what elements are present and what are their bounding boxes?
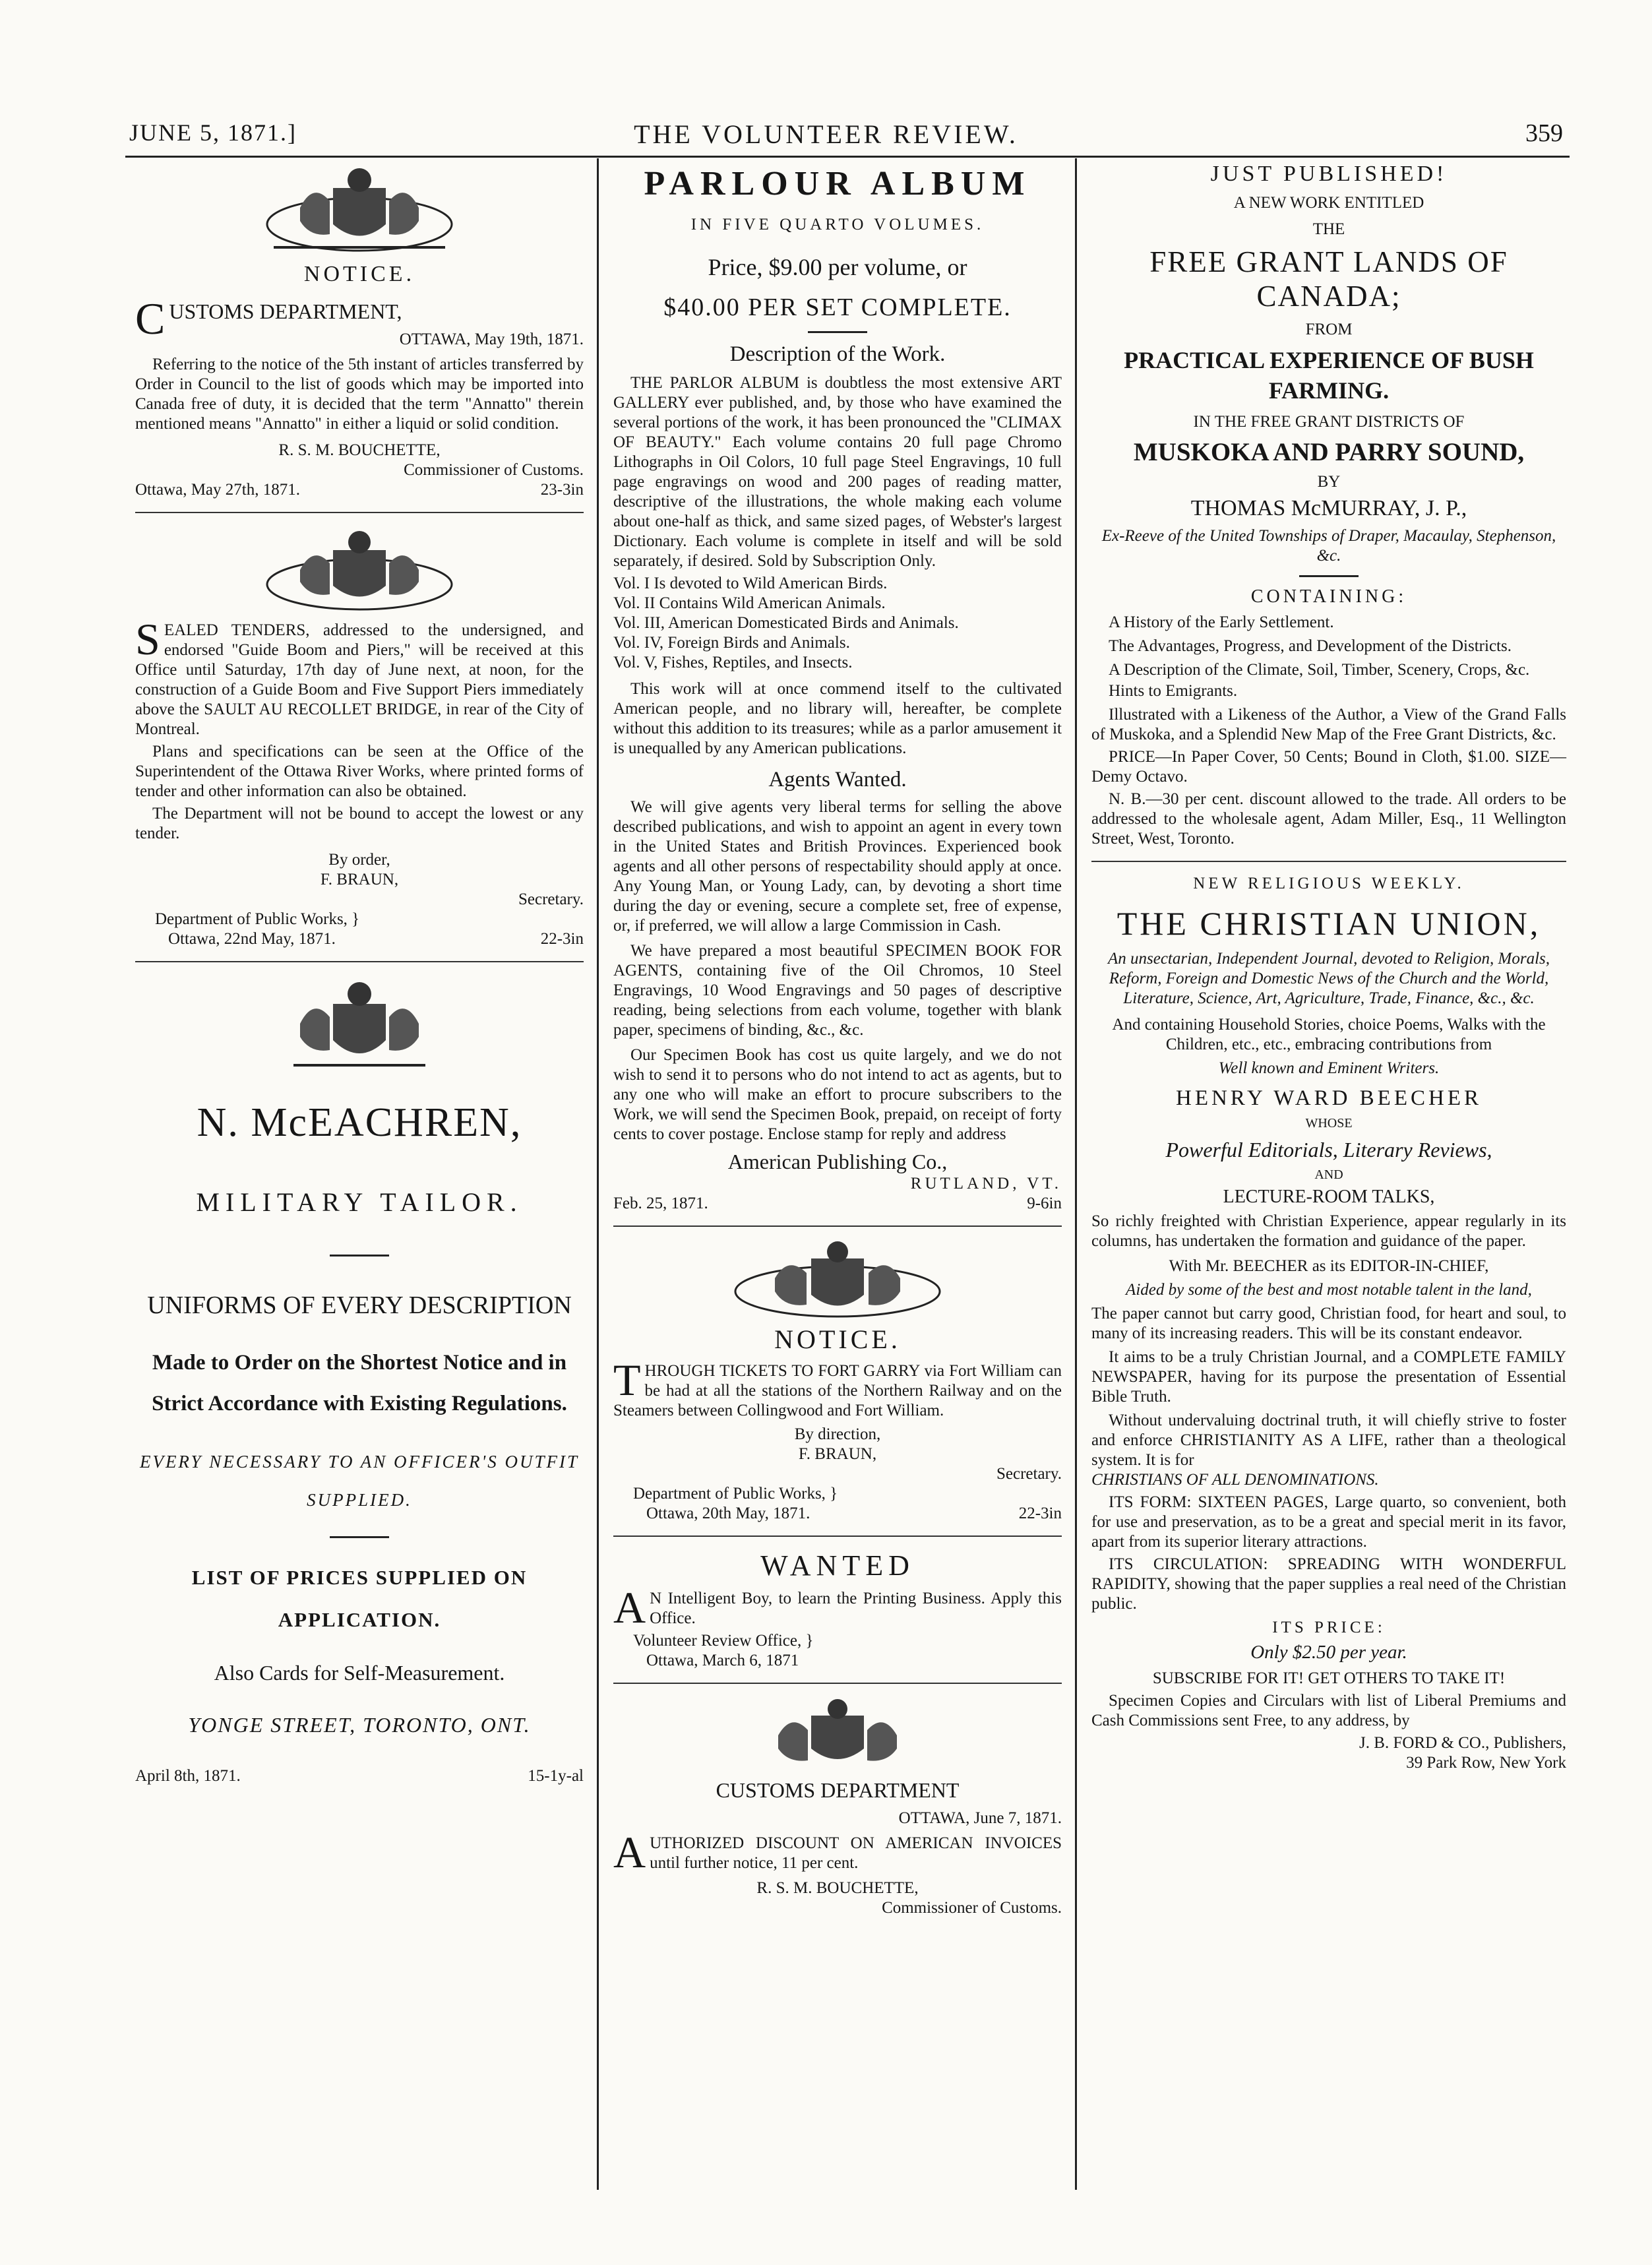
book-subtitle: PRACTICAL EXPERIENCE OF BUSH FARMING. xyxy=(1124,347,1534,404)
book-the: THE xyxy=(1312,220,1345,238)
column-1 xyxy=(135,162,584,1786)
book-contents-item: PRICE—In Paper Cover, 50 Cents; Bound in Cloth, $1.00. SIZE—Demy Octavo. xyxy=(1091,748,1566,786)
tenders-foot-right: 22-3in xyxy=(540,930,584,948)
tailor-outfit: EVERY NECESSARY TO AN OFFICER'S OUTFIT SUPPLIED. xyxy=(139,1452,580,1510)
union-title: THE CHRISTIAN UNION, xyxy=(1117,905,1541,942)
album-agents-heading: Agents Wanted. xyxy=(768,768,907,791)
divider xyxy=(1299,575,1359,577)
union-kicker: NEW RELIGIOUS WEEKLY. xyxy=(1193,875,1465,892)
album-volume: Vol. V, Fishes, Reptiles, and Insects. xyxy=(613,654,853,671)
tenders-signer: F. BRAUN, xyxy=(320,871,399,888)
book-contents-item: Hints to Emigrants. xyxy=(1109,682,1238,700)
tenders-by-order: By order, xyxy=(328,851,390,869)
album-specimen-2: Our Specimen Book has cost us quite largely, and we do not wish to send it to persons who do not intend to act as agents, but to any one who will make an effort to procure subscribers to the Work, we will send the Specimen Book, prepaid, on receipt of forty cents to cover postage. Enclose stamp for reply and address xyxy=(613,1046,1062,1143)
album-desc: THE PARLOR ALBUM is doubtless the most extensive ART GALLERY ever published, and, by those who have examined the several portions of the work, it has been pronounced the "CLIMAX OF BEAUTY." Each volume contains 20 full page Chromo Lithographs in Oil Colors, 10 full page Steel Engravings, 10 full page engravings on wood and 200 pages of reading matter, descriptive of the illustrations, the whole making each volume about one-half as thick, and same sized pages, of Webster's largest Dictionary. Each volume is complete in itself and will be sold separately, if desired. Sold by Subscription Only. xyxy=(613,374,1062,570)
union-with: With Mr. BEECHER as its EDITOR-IN-CHIEF, xyxy=(1169,1257,1489,1275)
tenders-body-3: The Department will not be bound to accept the lowest or any tender. xyxy=(135,805,584,842)
union-and: AND xyxy=(1314,1167,1343,1182)
union-address: 39 Park Row, New York xyxy=(1406,1754,1566,1772)
divider xyxy=(613,1226,1062,1227)
notice1-body: Referring to the notice of the 5th instant of articles transferred by Order in Council to the list of goods which may be imported into Canada free of duty, it is decided that the term "Annatto" therein mentioned means "Annatto" in either a liquid or solid condition. xyxy=(135,356,584,433)
wanted-foot-line-1: Volunteer Review Office, } xyxy=(633,1632,814,1650)
tenders-footer xyxy=(135,929,584,949)
album-subtitle: IN FIVE QUARTO VOLUMES. xyxy=(690,216,985,233)
union-editorials: Powerful Editorials, Literary Reviews, xyxy=(1165,1138,1492,1162)
notice1-foot-right: 23-3in xyxy=(540,481,584,499)
customs2-dept: CUSTOMS DEPARTMENT xyxy=(716,1778,960,1802)
union-publisher: J. B. FORD & CO., Publishers, xyxy=(1359,1734,1566,1752)
customs2-body: AUTHORIZED DISCOUNT ON AMERICAN INVOICES until further notice, 11 per cent. xyxy=(613,1827,1062,1877)
album-foot-left: Feb. 25, 1871. xyxy=(613,1195,708,1212)
album-volume: Vol. I Is devoted to Wild American Birds. xyxy=(613,574,888,592)
union-form: ITS FORM: SIXTEEN PAGES, Large quarto, so convenient, both for use and preservation, as to be a great and special merit in its favor, apart from its superior literary attractions. xyxy=(1091,1493,1566,1551)
album-volume: Vol. II Contains Wild American Animals. xyxy=(613,594,886,612)
column-2 xyxy=(613,162,1062,1918)
union-price-heading: ITS PRICE: xyxy=(1272,1619,1386,1636)
wanted-body: AN Intelligent Boy, to learn the Printing Business. Apply this Office. xyxy=(613,1582,1062,1632)
header-date: JUNE 5, 1871.] xyxy=(129,119,297,146)
divider xyxy=(1091,861,1566,862)
royal-arms-icon xyxy=(260,162,458,257)
divider xyxy=(808,331,867,333)
album-agents: We will give agents very liberal terms for selling the above described publications, and wish to appoint an agent in every town in the United States and British Provinces. Experienced book agents and all other persons of respectability should apply at once. Any Young Man, or Young Lady, can, by devoting a short time during the day or evening, secure a complete set, free of expense, or, if preferred, we will allow a large Commission in Cash. xyxy=(613,798,1062,935)
divider xyxy=(135,961,584,962)
divider xyxy=(135,512,584,513)
book-contents-item: The Advantages, Progress, and Development of the Districts. xyxy=(1109,637,1512,655)
tailor-trade: MILITARY TAILOR. xyxy=(196,1187,523,1217)
customs2-signer: R. S. M. BOUCHETTE, xyxy=(756,1879,919,1897)
notice1-footer xyxy=(135,480,584,500)
book-containing: CONTAINING: xyxy=(1250,586,1407,607)
album-desc-heading: Description of the Work. xyxy=(729,342,946,366)
tenders-foot-line-2: Ottawa, 22nd May, 1871. xyxy=(168,930,336,948)
union-beecher: HENRY WARD BEECHER xyxy=(1175,1086,1483,1110)
union-price: Only $2.50 per year. xyxy=(1250,1642,1407,1663)
album-footer xyxy=(613,1194,1062,1214)
album-title: PARLOUR ALBUM xyxy=(644,165,1031,202)
tailor-prices: LIST OF PRICES SUPPLIED ON APPLICATION. xyxy=(191,1566,528,1631)
union-whose: WHOSE xyxy=(1305,1116,1353,1131)
book-author: THOMAS McMURRAY, J. P., xyxy=(1190,496,1467,520)
book-contents-item: Illustrated with a Likeness of the Author, a View of the Grand Falls of Muskoka, and a Splendid New Map of the Free Grant Districts, &c. xyxy=(1091,706,1566,743)
notice2-signer: F. BRAUN, xyxy=(798,1445,877,1463)
union-cannot: The paper cannot but carry good, Christian food, for heart and soul, to many of its increasing readers. This will be its constant endeavor. xyxy=(1091,1305,1566,1342)
tailor-foot-left: April 8th, 1871. xyxy=(135,1767,241,1785)
tenders-foot-line-1: Department of Public Works, } xyxy=(155,910,360,928)
union-specimen: Specimen Copies and Circulars with list of Liberal Premiums and Cash Commissions sent Free, to any address, by xyxy=(1091,1692,1566,1729)
column-rule-2 xyxy=(1075,158,1077,2190)
album-price-2: $40.00 PER SET COMPLETE. xyxy=(663,294,1012,321)
album-volume: Vol. IV, Foreign Birds and Animals. xyxy=(613,634,850,652)
tailor-cards: Also Cards for Self-Measurement. xyxy=(214,1661,505,1685)
tailor-footer xyxy=(135,1766,584,1786)
header-rule xyxy=(125,156,1570,158)
tenders-signer-title: Secretary. xyxy=(518,890,584,908)
royal-arms-icon xyxy=(729,1239,946,1321)
notice2-heading: NOTICE. xyxy=(774,1324,901,1354)
notice1-heading: NOTICE. xyxy=(303,262,415,286)
notice1-dateline: OTTAWA, May 19th, 1871. xyxy=(399,330,584,348)
customs2-dateline: OTTAWA, June 7, 1871. xyxy=(898,1809,1062,1827)
album-specimen: We have prepared a most beautiful SPECIMEN BOOK FOR AGENTS, containing five of the Oil Chromos, 10 Steel Engravings, 10 Wood Engravings and 50 pages of descriptive reading, being selections from each volume, together with blank paper, specimens of binding, &c., &c. xyxy=(613,942,1062,1039)
notice2-signer-title: Secretary. xyxy=(996,1465,1062,1483)
album-volume: Vol. III, American Domesticated Birds and Animals. xyxy=(613,614,959,632)
wanted-heading: WANTED xyxy=(760,1549,915,1582)
union-all-denominations: CHRISTIANS OF ALL DENOMINATIONS. xyxy=(1091,1471,1379,1489)
union-desc: An unsectarian, Independent Journal, devoted to Religion, Morals, Reform, Foreign and Domestic News of the Church and the World, Literature, Science, Art, Agriculture, Trade, Finance, &c., &c. xyxy=(1107,950,1550,1007)
tailor-made-to-order: Made to Order on the Shortest Notice and in Strict Accordance with Existing Regulations. xyxy=(152,1351,567,1415)
wanted-foot-line-2: Ottawa, March 6, 1871 xyxy=(646,1652,799,1669)
royal-arms-icon xyxy=(745,1696,930,1775)
tailor-uniforms: UNIFORMS OF EVERY DESCRIPTION xyxy=(147,1291,572,1319)
album-commend: This work will at once commend itself to the cultivated American people, and no library will, hereafter, be complete without this addition to its treasures; while as a parlor amusement it is unequalled by any American publications. xyxy=(613,680,1062,757)
divider xyxy=(330,1536,389,1538)
album-volume-list xyxy=(613,574,1062,673)
notice1-signer-title: Commissioner of Customs. xyxy=(404,461,584,479)
notice2-foot-right: 22-3in xyxy=(1018,1505,1062,1522)
book-new-work: A NEW WORK ENTITLED xyxy=(1233,194,1424,212)
union-stories: And containing Household Stories, choice Poems, Walks with the Children, etc., etc., embracing contributions from xyxy=(1112,1016,1546,1053)
header-title: THE VOLUNTEER REVIEW. xyxy=(634,119,1018,149)
book-from: FROM xyxy=(1305,321,1353,338)
notice1-dept: CUSTOMS DEPARTMENT, xyxy=(135,294,402,344)
book-contents-list xyxy=(1091,613,1566,849)
union-subscribe: SUBSCRIBE FOR IT! GET OTHERS TO TAKE IT! xyxy=(1152,1669,1506,1687)
album-foot-right: 9-6in xyxy=(1027,1195,1062,1212)
book-by: BY xyxy=(1317,473,1341,491)
union-aided: Aided by some of the best and most notable talent in the land, xyxy=(1126,1281,1532,1299)
union-richly: So richly freighted with Christian Experience, appear regularly in its columns, has undertaken the formation and guidance of the paper. xyxy=(1091,1212,1566,1250)
union-lecture: LECTURE-ROOM TALKS, xyxy=(1223,1187,1435,1207)
book-in-the: IN THE FREE GRANT DISTRICTS OF xyxy=(1193,413,1465,431)
header-page-number: 359 xyxy=(1525,119,1563,147)
book-author-title: Ex-Reeve of the United Townships of Draper, Macaulay, Stephenson, &c. xyxy=(1101,527,1556,565)
divider xyxy=(613,1683,1062,1684)
notice2-foot-line-2: Ottawa, 20th May, 1871. xyxy=(646,1505,811,1522)
notice2-foot-line-1: Department of Public Works, } xyxy=(633,1485,838,1503)
divider xyxy=(613,1536,1062,1537)
tailor-address: YONGE STREET, TORONTO, ONT. xyxy=(188,1713,531,1737)
album-publisher: American Publishing Co., xyxy=(727,1150,948,1173)
royal-arms-icon xyxy=(274,974,445,1073)
royal-arms-icon xyxy=(260,525,458,614)
book-contents-item: N. B.—30 per cent. discount allowed to the trade. All orders to be addressed to the wholesale agent, Adam Miller, Esq., 11 Wellington Street, West, Toronto. xyxy=(1091,790,1566,848)
column-rule-1 xyxy=(597,158,599,2190)
tailor-name: N. McEACHREN, xyxy=(197,1100,522,1145)
customs2-signer-title: Commissioner of Customs. xyxy=(882,1899,1062,1917)
book-districts: MUSKOKA AND PARRY SOUND, xyxy=(1133,438,1525,466)
album-place: RUTLAND, VT. xyxy=(910,1175,1062,1193)
column-3 xyxy=(1091,162,1566,1773)
notice2-by-direction: By direction, xyxy=(794,1425,881,1443)
notice2-footer xyxy=(613,1504,1062,1524)
book-just-published: JUST PUBLISHED! xyxy=(1210,162,1448,186)
union-circulation: ITS CIRCULATION: SPREADING WITH WONDERFUL RAPIDITY, showing that the paper supplies a real need of the Christian public. xyxy=(1091,1555,1566,1613)
book-contents-item: A Description of the Climate, Soil, Timber, Scenery, Crops, &c. xyxy=(1109,661,1530,679)
tenders-body-1: SEALED TENDERS, addressed to the undersigned, and endorsed "Guide Boom and Piers," will be received at this Office until Saturday, 17th day of June next, at noon, for the construction of a Guide Boom and Five Support Piers immediately above the SAULT AU RECOLLET BRIDGE, in rear of the City of Montreal. xyxy=(135,614,584,738)
divider xyxy=(330,1255,389,1257)
notice1-signer: R. S. M. BOUCHETTE, xyxy=(278,441,441,459)
union-without: Without undervaluing doctrinal truth, it will chiefly strive to foster and enforce CHRISTIANITY AS A LIFE, rather than a theological system. It is for xyxy=(1091,1412,1566,1469)
tenders-body-2: Plans and specifications can be seen at the Office of the Superintendent of the Ottawa River Works, where printed forms of tender and other information can also be obtained. xyxy=(135,743,584,800)
book-contents-item: A History of the Early Settlement. xyxy=(1109,613,1334,631)
album-price-1: Price, $9.00 per volume, or xyxy=(708,254,967,280)
union-writers: Well known and Eminent Writers. xyxy=(1218,1059,1440,1077)
union-aims: It aims to be a truly Christian Journal, and a COMPLETE FAMILY NEWSPAPER, having for its purpose the presentation of Essential Bible Truth. xyxy=(1091,1348,1566,1406)
notice1-foot-left: Ottawa, May 27th, 1871. xyxy=(135,481,300,499)
notice2-body: THROUGH TICKETS TO FORT GARRY via Fort William can be had at all the stations of the Northern Railway and on the Steamers between Collingwood and Fort William. xyxy=(613,1355,1062,1419)
book-title: FREE GRANT LANDS OF CANADA; xyxy=(1149,245,1508,313)
running-header xyxy=(0,119,1652,158)
tailor-foot-right: 15-1y-al xyxy=(528,1767,584,1785)
